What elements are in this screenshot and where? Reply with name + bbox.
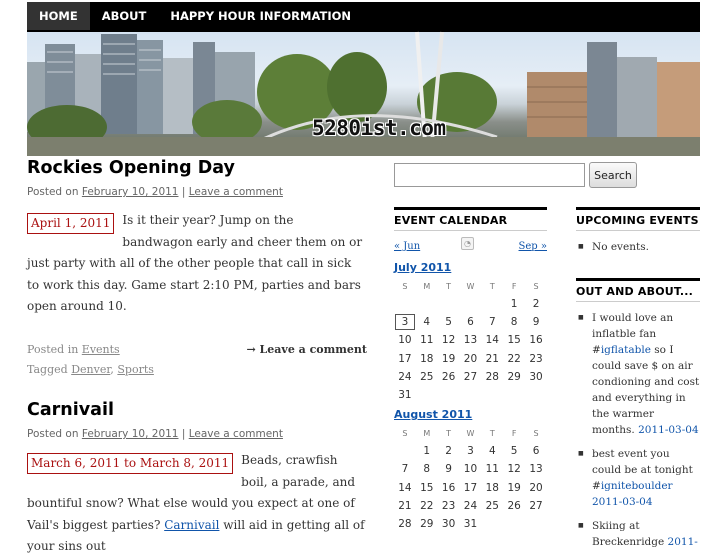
event-date-badge: April 1, 2011 [27, 213, 114, 234]
calendar-day[interactable]: 1 [423, 445, 431, 458]
calendar-day[interactable]: 31 [398, 389, 412, 402]
tweet-list [576, 310, 700, 550]
calendar-day[interactable]: 21 [398, 499, 412, 512]
weekday-header: T [446, 428, 452, 438]
post-rockies [27, 158, 367, 380]
post-excerpt-end: will aid in getting all of your sins out [27, 517, 365, 553]
post-title[interactable]: Carnivail [27, 400, 114, 420]
calendar-day[interactable]: 11 [420, 334, 434, 347]
widget-title: OUT AND ABOUT... [576, 278, 700, 302]
calendar-day[interactable]: 27 [529, 499, 543, 512]
weekday-header: W [466, 281, 475, 291]
calendar-day[interactable]: 14 [398, 481, 412, 494]
post-carnivail [27, 400, 367, 558]
weekday-header: M [423, 281, 431, 291]
event-date-badge: March 6, 2011 to March 8, 2011 [27, 453, 233, 474]
calendar-day[interactable]: 3 [394, 313, 416, 331]
meta-separator: | [181, 186, 186, 198]
rss-icon[interactable]: ◔ [461, 237, 474, 250]
calendar-day[interactable]: 24 [463, 499, 478, 512]
upcoming-list [576, 239, 700, 255]
weekday-header: F [511, 428, 517, 438]
calendar-day[interactable]: 17 [398, 352, 412, 365]
calendar-empty [481, 515, 503, 533]
tweet-text: best event you could be at tonight # [592, 448, 693, 492]
carnivail-link[interactable]: Carnivail [164, 517, 220, 532]
calendar-day[interactable]: 24 [398, 370, 412, 383]
weekday-header: S [533, 281, 539, 291]
tweet-date-link[interactable]: 2011-03-04 [638, 424, 699, 436]
nav-happy-hour[interactable]: HAPPY HOUR INFORMATION [170, 9, 352, 23]
calendar-empty [481, 295, 503, 313]
calendar-day[interactable]: 5 [510, 445, 518, 458]
tag-link[interactable]: Denver [71, 362, 111, 376]
tweet-date-link[interactable]: 2011- [667, 536, 698, 548]
post-meta [27, 186, 367, 198]
next-month-link[interactable]: Sep » [518, 241, 547, 252]
calendar-empty [525, 386, 547, 404]
post-body [27, 450, 367, 558]
tweet-item [576, 310, 700, 438]
calendar-day[interactable]: 7 [401, 463, 409, 476]
calendar-day[interactable]: 10 [398, 334, 412, 347]
calendar-empty [394, 442, 416, 460]
weekday-header: T [446, 281, 452, 291]
calendar-day[interactable]: 30 [529, 370, 543, 383]
calendar-months [394, 259, 547, 533]
comment-link[interactable]: Leave a comment [188, 428, 283, 440]
calendar-empty [460, 295, 482, 313]
calendar-empty [460, 386, 482, 404]
calendar-empty [416, 386, 438, 404]
post-utility: Posted in Events → Leave a comment Tagged Denver, Sports [27, 340, 367, 380]
posted-on-label: Posted on [27, 428, 79, 440]
calendar-day[interactable]: 20 [463, 352, 478, 365]
calendar-day[interactable]: 28 [485, 370, 499, 383]
weekday-header: S [402, 281, 408, 291]
calendar-empty [481, 386, 503, 404]
meta-separator: | [181, 428, 186, 440]
calendar-day[interactable]: 6 [467, 316, 474, 329]
post-body [27, 210, 367, 318]
calendar-day[interactable]: 29 [507, 370, 521, 383]
calendar-day[interactable]: 18 [420, 352, 434, 365]
calendar-day[interactable]: 26 [441, 370, 456, 383]
calendar-day[interactable]: 9 [532, 316, 540, 329]
calendar-empty [394, 295, 416, 313]
main-nav [27, 2, 700, 30]
calendar-day[interactable]: 12 [441, 334, 456, 347]
calendar-day[interactable]: 15 [507, 334, 521, 347]
calendar-day[interactable]: 2 [445, 445, 452, 458]
calendar-day[interactable]: 21 [485, 352, 499, 365]
widget-title: EVENT CALENDAR [394, 207, 547, 231]
weekday-header: M [423, 428, 431, 438]
category-link[interactable]: Events [81, 342, 120, 356]
search-button[interactable]: Search [589, 162, 637, 188]
event-calendar-widget [394, 207, 547, 533]
calendar-empty [503, 386, 525, 404]
calendar-day[interactable]: 23 [529, 352, 543, 365]
post-date-link[interactable]: February 10, 2011 [81, 428, 179, 440]
calendar-empty [503, 515, 525, 533]
calendar-day[interactable]: 22 [507, 352, 521, 365]
leave-comment-link[interactable]: → Leave a comment [246, 342, 367, 356]
nav-about[interactable]: ABOUT [101, 9, 147, 23]
comment-link[interactable]: Leave a comment [188, 186, 283, 198]
post-title[interactable]: Rockies Opening Day [27, 158, 235, 178]
calendar-day[interactable]: 2 [532, 298, 540, 311]
calendar-day[interactable]: 16 [529, 334, 543, 347]
weekday-header: T [489, 428, 495, 438]
calendar-day[interactable]: 3 [467, 445, 474, 458]
site-logo: 5280ist.com [312, 116, 446, 140]
calendar-day[interactable]: 27 [463, 370, 478, 383]
calendar-day[interactable]: 4 [488, 445, 496, 458]
calendar-day[interactable]: 29 [420, 517, 434, 530]
tweet-date-link[interactable]: 2011-03-04 [592, 496, 653, 508]
search-input[interactable] [394, 163, 585, 187]
calendar-day[interactable]: 10 [463, 463, 478, 476]
calendar-day[interactable]: 19 [441, 352, 456, 365]
calendar-empty [438, 295, 460, 313]
post-excerpt: Beads, crawfish boil, a parade, and bountiful snow? What else would you expect at one of Vail's biggest parties? [27, 453, 356, 532]
tweet-text: so I could save $ on air condioning and cost and everything in the warmer months. [592, 344, 700, 436]
calendar-day[interactable]: 31 [463, 517, 478, 530]
calendar-day[interactable]: 7 [488, 316, 496, 329]
list-item: ■ No events. [576, 239, 700, 255]
calendar-empty [416, 295, 438, 313]
post-meta [27, 428, 367, 440]
weekday-header: S [402, 428, 408, 438]
tweet-item [576, 518, 700, 550]
header-image[interactable] [27, 30, 700, 154]
tweet-item [576, 446, 700, 510]
calendar-empty [438, 386, 460, 404]
post-excerpt: Is it their year? Jump on the bandwagon early and cheer them on or just party with all of the other people that call in sick to work this day. Game start 2:10 PM, parties and bars open around 10. [27, 213, 363, 313]
calendar-day[interactable]: 12 [507, 463, 521, 476]
calendar-day[interactable]: 23 [441, 499, 456, 512]
calendar-nav [394, 237, 547, 259]
calendar-day[interactable]: 25 [485, 499, 499, 512]
post-date-link[interactable]: February 10, 2011 [81, 186, 179, 198]
calendar-day[interactable]: 9 [445, 463, 452, 476]
calendar-day[interactable]: 25 [420, 370, 434, 383]
calendar-day[interactable]: 4 [423, 316, 431, 329]
weekday-header: F [511, 281, 517, 291]
hashtag-link[interactable]: igniteboulder [600, 480, 673, 492]
calendar-day[interactable]: 22 [420, 499, 434, 512]
posted-in-label: Posted in [27, 342, 79, 356]
calendar-day[interactable]: 8 [423, 463, 431, 476]
weekday-header: S [533, 428, 539, 438]
month-title-link[interactable]: July 2011 [394, 261, 452, 274]
posted-on-label: Posted on [27, 186, 79, 198]
month-title-link[interactable]: August 2011 [394, 408, 473, 422]
calendar-empty [525, 515, 547, 533]
prev-month-link[interactable]: « Jun [394, 241, 421, 252]
weekday-header: W [466, 428, 475, 438]
calendar-day[interactable]: 18 [485, 481, 499, 494]
tweet-text: Skiing at Breckenridge [592, 520, 668, 548]
calendar-grid [394, 424, 547, 533]
nav-home[interactable]: HOME [27, 2, 90, 30]
widget-title: UPCOMING EVENTS [576, 207, 700, 231]
calendar-day[interactable]: 14 [485, 334, 499, 347]
calendar-day[interactable]: 13 [463, 334, 478, 347]
tagged-label: Tagged [27, 362, 68, 376]
calendar-day[interactable]: 1 [510, 298, 518, 311]
calendar-day[interactable]: 19 [507, 481, 521, 494]
hashtag-link[interactable]: igflatable [600, 344, 651, 356]
calendar-day[interactable]: 13 [529, 463, 543, 476]
calendar-day[interactable]: 30 [441, 517, 456, 530]
calendar-day[interactable]: 17 [463, 481, 478, 494]
calendar-day[interactable]: 8 [510, 316, 518, 329]
calendar-day[interactable]: 26 [507, 499, 521, 512]
tag-link[interactable]: Sports [117, 362, 154, 376]
calendar-day[interactable]: 11 [485, 463, 499, 476]
weekday-header: T [489, 281, 495, 291]
calendar-day[interactable]: 15 [420, 481, 434, 494]
calendar-day[interactable]: 6 [532, 445, 540, 458]
calendar-day[interactable]: 28 [398, 517, 412, 530]
calendar-day[interactable]: 16 [441, 481, 456, 494]
calendar-day[interactable]: 20 [529, 481, 543, 494]
out-and-about-widget [576, 278, 700, 550]
tweet-text: I would love an inflatble fan # [592, 312, 674, 356]
calendar-grid [394, 277, 547, 404]
calendar-day[interactable]: 5 [445, 316, 452, 329]
upcoming-events-widget [576, 207, 700, 255]
